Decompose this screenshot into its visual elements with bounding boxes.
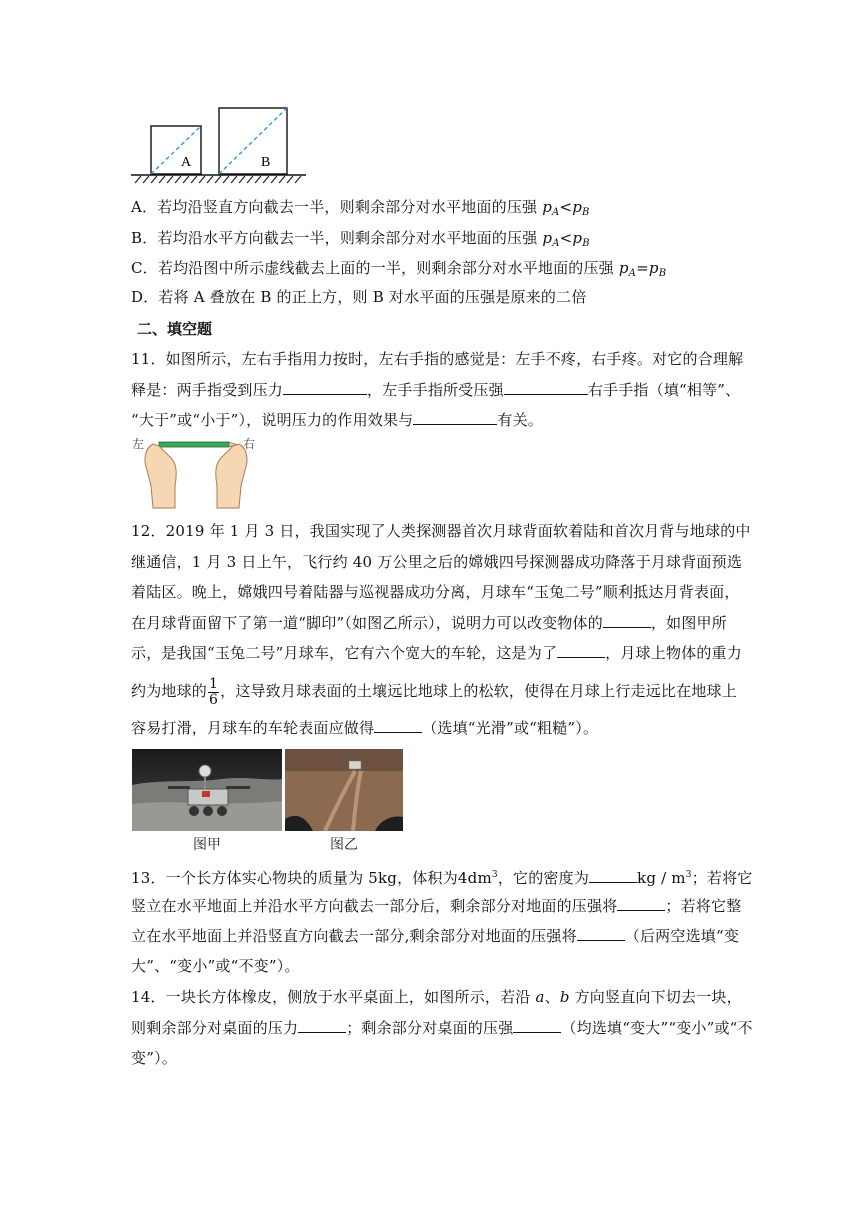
blocks-figure (131, 104, 311, 186)
q14-line2: 则剩余部分对桌面的压力 ；剩余部分对桌面的压强 （均选填“变大”“变小”或“不 (131, 1019, 753, 1037)
q11-line2: 释是：两手指受到压力 ，左手手指所受压强 右手手指（填“相等”、 (131, 381, 741, 399)
q12-line3: 着陆区。晚上，嫦娥四号着陆器与巡视器成功分离，月球车“玉兔二号”顺利抵达月背表面， (131, 583, 740, 601)
q13-line4: 大”、“变小”或“不变”）。 (131, 957, 300, 975)
photo-label-jia: 图甲 (193, 837, 221, 853)
pencil (159, 442, 229, 447)
block-b-diagonal (219, 108, 287, 174)
q11-blank-2[interactable] (504, 380, 588, 395)
fraction-one-sixth: $\frac{1}{6}$ (209, 675, 219, 708)
section-title: 二、填空题 (137, 320, 213, 338)
q14-line1: 14．一块长方体橡皮，侧放于水平桌面上，如图所示，若沿 a、b 方向竖直向下切去一块， (131, 988, 742, 1006)
moon-rover-photo (132, 749, 282, 831)
photo-label-yi: 图乙 (330, 837, 358, 853)
moon-track-photo (285, 749, 403, 831)
left-label: 左 (132, 437, 145, 451)
block-a-diagonal (151, 126, 201, 174)
q12-line1: 12．2019 年 1 月 3 日，我国实现了人类探测器首次月球背面软着陆和首次月背与地球的中 (131, 522, 751, 540)
pencil-hands-figure (131, 430, 261, 510)
q14-line3: 变”）。 (131, 1049, 177, 1067)
q14-blank-1[interactable] (298, 1018, 346, 1033)
option-b: B．若均沿水平方向截去一半，则剩余部分对水平地面的压强 $p_A<p_B$ (131, 229, 590, 249)
q11-blank-3[interactable] (413, 410, 497, 425)
option-c: C．若均沿图中所示虚线截去上面的一半，则剩余部分对水平地面的压强 $p_A=p_B$ (131, 259, 667, 279)
q12-line6: 约为地球的 $\frac{1}{6}$ ，这导致月球表面的土壤远比地球上的松软，使得在月球上行走远比在地球上 (131, 675, 737, 708)
q13-blank-1[interactable] (589, 868, 637, 883)
block-a-label: A (181, 155, 192, 170)
q12-line4: 在月球背面留下了第一道“脚印”（如图乙所示），说明力可以改变物体的 ，如图甲所 (131, 614, 727, 632)
q13-line3: 立在水平地面上并沿竖直方向截去一部分,剩余部分对地面的压强将 （后两空选填“变 (131, 927, 740, 945)
option-a: A．若均沿竖直方向截去一半，则剩余部分对水平地面的压强 $p_A<p_B$ (131, 198, 590, 218)
q12-blank-2[interactable] (557, 643, 605, 658)
q13-line1: 13．一个长方体实心物块的质量为 5kg，体积为$4dm^3$，它的密度为 kg / $m^3$；若将它 (131, 869, 753, 887)
block-b-label: B (261, 155, 271, 170)
q11-line3: “大于”或“小于”），说明压力的作用效果与 有关。 (131, 411, 543, 429)
q13-blank-2[interactable] (617, 896, 665, 911)
q12-blank-3[interactable] (374, 718, 422, 733)
right-label: 右 (243, 437, 256, 451)
q11-line1: 11．如图所示，左右手指用力按时，左右手指的感觉是：左手不疼，右手疼。对它的合理解 (131, 350, 744, 368)
q11-blank-1[interactable] (283, 380, 367, 395)
q13-blank-3[interactable] (577, 926, 625, 941)
left-hand (145, 444, 176, 508)
option-d: D．若将 A 叠放在 B 的正上方，则 B 对水平面的压强是原来的二倍 (131, 288, 587, 306)
q12-line7: 容易打滑，月球车的车轮表面应做得 （选填“光滑”或“粗糙”）。 (131, 719, 599, 737)
ground-hatching (135, 176, 301, 183)
q12-blank-1[interactable] (603, 613, 651, 628)
q13-line2: 竖立在水平地面上并沿水平方向截去一部分后，剩余部分对地面的压强将 ；若将它整 (131, 897, 742, 915)
q12-line5: 示，是我国“玉兔二号”月球车，它有六个宽大的车轮，这是为了 ，月球上物体的重力 (131, 644, 742, 662)
right-hand (216, 444, 247, 508)
q12-line2: 继通信，1 月 3 日上午，飞行约 40 万公里之后的嫦娥四号探测器成功降落于月球背面预选 (131, 553, 743, 571)
q14-blank-2[interactable] (513, 1018, 561, 1033)
